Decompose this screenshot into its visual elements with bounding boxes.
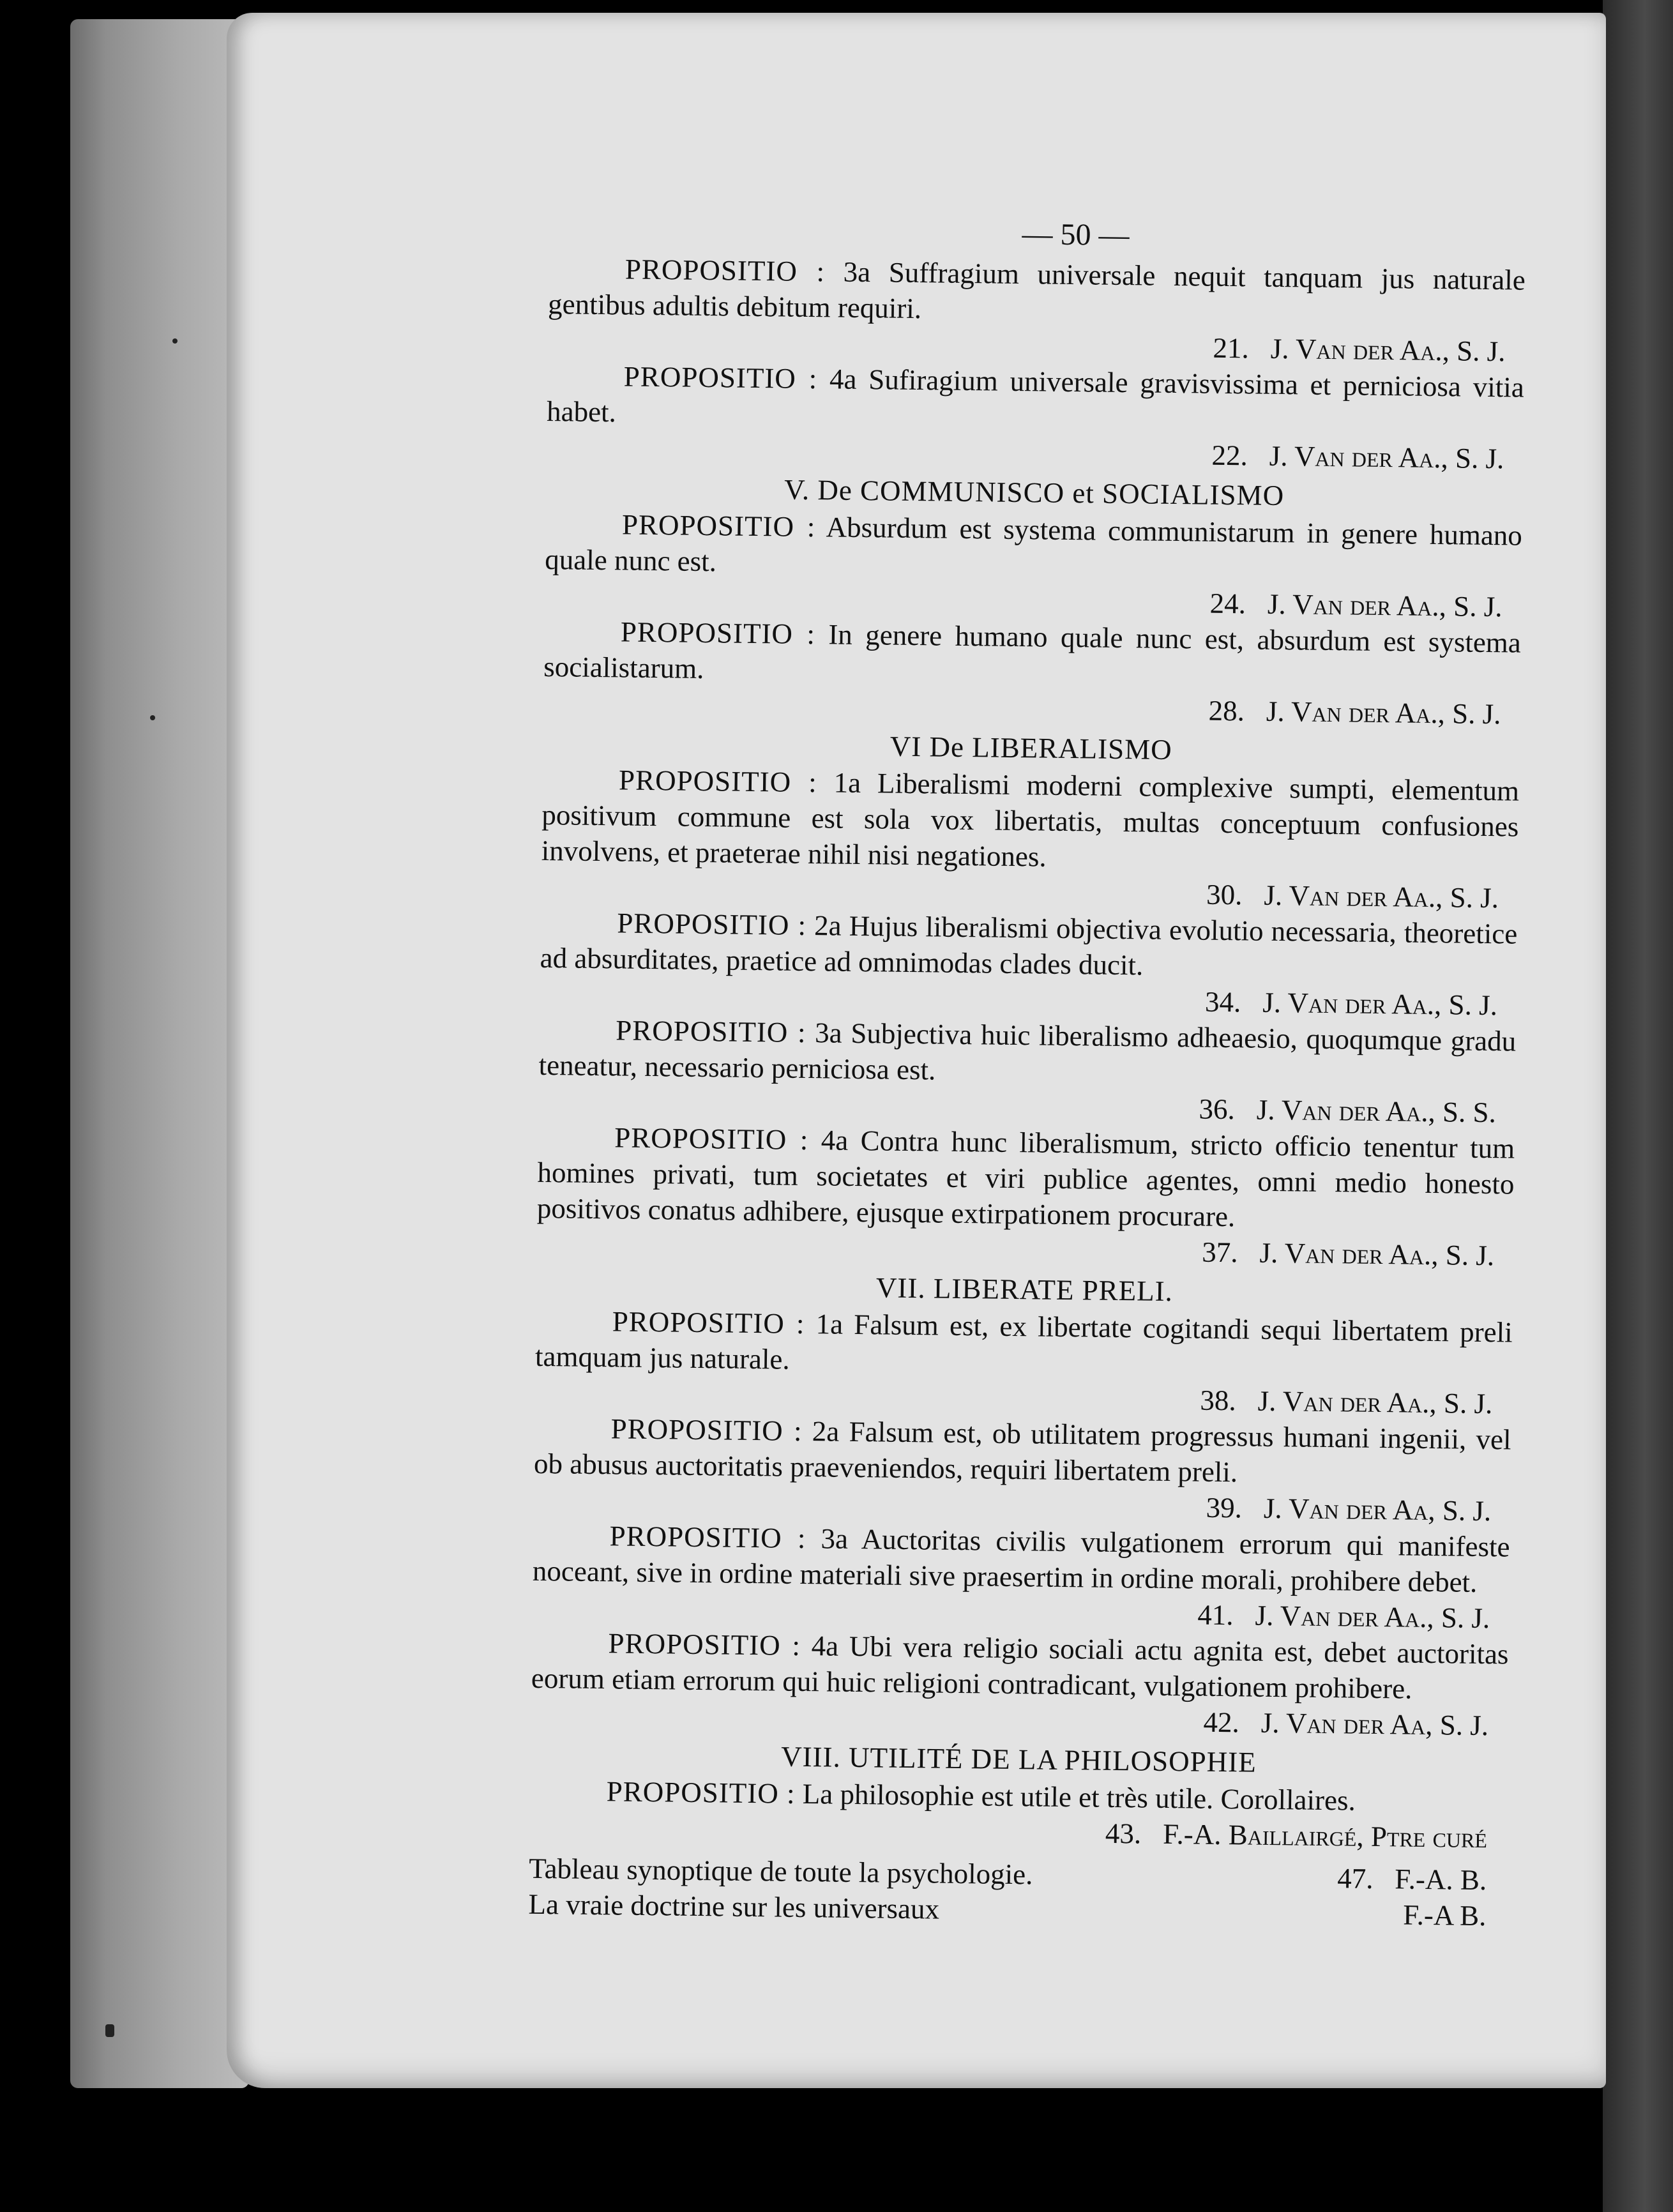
proposition-lead	[535, 1305, 805, 1340]
proposition-label: PROPOSITIO :	[618, 764, 817, 799]
proposition-lead	[533, 1519, 806, 1554]
proposition	[538, 1011, 1516, 1095]
proposition-text: 4a Contra hunc liberalismum, stricto officio tenentur tum homines privati, tum societates et viri publice agentes, omni medio honesto positivos conatus adhibere, ejusque extirpationem procurare.	[536, 1124, 1515, 1233]
proposition-label: PROPOSITIO :	[609, 1520, 806, 1555]
page-ref-number: 36.	[1199, 1093, 1236, 1126]
proposition-lead	[539, 1013, 806, 1049]
author: J. Van der Aa, S. J.	[1260, 1706, 1489, 1742]
section-heading: VIII. UTILITÉ DE LA PHILOSOPHIE	[780, 1740, 1257, 1778]
page-ref-number: 39.	[1206, 1491, 1243, 1524]
page-ref-number: 22.	[1211, 439, 1248, 472]
page-ref-number: 37.	[1202, 1236, 1238, 1269]
proposition	[543, 613, 1521, 697]
author: J. Van der Aa., S. J.	[1269, 439, 1504, 475]
page-text	[528, 211, 1526, 1934]
author: F.-A. Baillairgé, Ptre curé	[1162, 1817, 1488, 1854]
author: J. Van der Aa., S. J.	[1255, 1599, 1490, 1635]
proposition	[545, 506, 1522, 589]
proposition-text: 1a Falsum est, ex libertate cogitandi sequi libertatem preli tamquam jus naturale.	[534, 1308, 1513, 1375]
proposition-label: PROPOSITIO :	[610, 1413, 803, 1447]
proposition-label: PROPOSITIO :	[614, 1121, 809, 1156]
binding-board	[70, 19, 249, 2088]
author: J. Van der Aa., S. J.	[1262, 986, 1498, 1022]
proposition-lead	[545, 508, 816, 543]
author: J. Van der Aa., S. J.	[1270, 332, 1506, 368]
section-heading: VI De LIBERALISMO	[889, 730, 1173, 766]
author: J. Van der Aa., S. S.	[1256, 1093, 1497, 1129]
page-ref-number: 28.	[1208, 694, 1245, 727]
index-ref: 47. F.-A. B.	[1336, 1862, 1487, 1897]
proposition	[537, 1119, 1515, 1238]
proposition-label: PROPOSITIO :	[617, 907, 807, 942]
section-heading: VII. LIBERATE PRELI.	[875, 1271, 1174, 1308]
proposition	[533, 1517, 1510, 1601]
author: J. Van der Aa, S. J.	[1263, 1492, 1492, 1527]
proposition-label: PROPOSITIO :	[620, 616, 816, 651]
page-ref-number: 34.	[1204, 985, 1241, 1019]
proposition-label: PROPOSITIO :	[612, 1305, 805, 1340]
page-ref-number: 38.	[1200, 1384, 1237, 1417]
page-ref-number: 41.	[1197, 1598, 1234, 1632]
proposition-text: 2a Falsum est, ob utilitatem progressus humani ingenii, vel ob abusus auctoritatis praeveniendos, requiri libertatem preli.	[533, 1415, 1511, 1489]
proposition-text: In genere humano quale nunc est, absurdum est systema socialistarum.	[543, 618, 1522, 685]
proposition-lead	[542, 763, 817, 798]
proposition-lead	[531, 1626, 801, 1662]
scan-edge	[1603, 0, 1673, 2212]
page-number: — 50 —	[1022, 217, 1130, 253]
proposition-text: 2a Hujus liberalismi objectiva evolutio necessaria, theoretice ad absurditates, praetice ad omnimodas clades ducit.	[540, 909, 1518, 981]
proposition	[534, 1410, 1511, 1494]
proposition-label: PROPOSITIO :	[608, 1627, 801, 1662]
proposition-text: Absurdum est systema communistarum in genere humano quale nunc est.	[545, 511, 1523, 578]
section-heading: V. De COMMUNISCO et SOCIALISMO	[784, 473, 1285, 512]
page-ref-number: 30.	[1206, 878, 1243, 911]
proposition-lead	[547, 360, 818, 395]
page-ref-number: 21.	[1213, 331, 1250, 365]
proposition	[541, 761, 1519, 881]
author: J. Van der Aa., S. J.	[1259, 1236, 1495, 1272]
author: J. Van der Aa., S. J.	[1257, 1384, 1493, 1420]
proposition-text: 1a Liberalismi moderni complexive sumpti, elementum positivum commune est sola vox libertatis, multas conceptuum confusiones involvens, et praeterae nihil nisi negationes.	[541, 766, 1520, 873]
proposition-text: La philosophie est utile et très utile. Corollaires.	[802, 1778, 1356, 1817]
ink-dot	[150, 715, 155, 720]
proposition	[548, 250, 1525, 334]
proposition-lead	[540, 906, 806, 941]
author: J. Van der Aa., S. J.	[1267, 587, 1503, 623]
proposition-text: 3a Subjectiva huic liberalismo adheaesio, quoqumque gradu teneatur, necessario perniciosa est.	[538, 1017, 1517, 1086]
proposition	[547, 358, 1524, 441]
proposition-lead	[534, 1412, 802, 1447]
proposition-label: PROPOSITIO :	[623, 360, 818, 395]
proposition	[531, 1625, 1509, 1708]
proposition-label: PROPOSITIO :	[625, 253, 826, 288]
proposition	[535, 1303, 1513, 1386]
proposition-lead	[538, 1121, 809, 1156]
ink-mark	[105, 2024, 114, 2037]
page-ref-number: 24.	[1209, 587, 1246, 620]
proposition-label: PROPOSITIO :	[606, 1775, 796, 1810]
proposition-text: 3a Auctoritas civilis vulgationem errorum qui manifeste noceant, sive in ordine materiali sive praesertim in ordine morali, prohibere debet.	[532, 1522, 1510, 1598]
author: J. Van der Aa., S. J.	[1264, 879, 1499, 914]
proposition-text: 3a Suffragium universale nequit tanquam jus naturale gentibus adultis debitum requiri.	[547, 255, 1526, 325]
proposition-label: PROPOSITIO :	[621, 508, 816, 543]
proposition-lead	[544, 615, 816, 650]
proposition	[540, 904, 1517, 988]
proposition-text: 4a Ubi vera religio sociali actu agnita est, debet auctoritas eorum etiam errorum qui huic religioni contradicant, vulgationem prohibere.	[531, 1630, 1509, 1705]
ink-dot	[172, 338, 178, 344]
proposition-label: PROPOSITIO :	[616, 1014, 806, 1049]
page-ref-number: 42.	[1203, 1706, 1240, 1739]
proposition-lead	[529, 1775, 795, 1810]
final-lines	[528, 1851, 1506, 1934]
proposition-text: 4a Sufiragium universale gravisvissima et perniciosa vitia habet.	[546, 363, 1525, 428]
page-ref-number: 43.	[1105, 1817, 1142, 1850]
index-ref: F.-A B.	[1402, 1898, 1487, 1932]
index-title: Tableau synoptique de toute la psychologie.	[528, 1852, 1033, 1891]
proposition-list	[529, 250, 1525, 1856]
index-title: La vraie doctrine sur les universaux	[528, 1888, 940, 1925]
proposition-lead	[549, 252, 826, 287]
author: J. Van der Aa., S. J.	[1266, 695, 1501, 731]
